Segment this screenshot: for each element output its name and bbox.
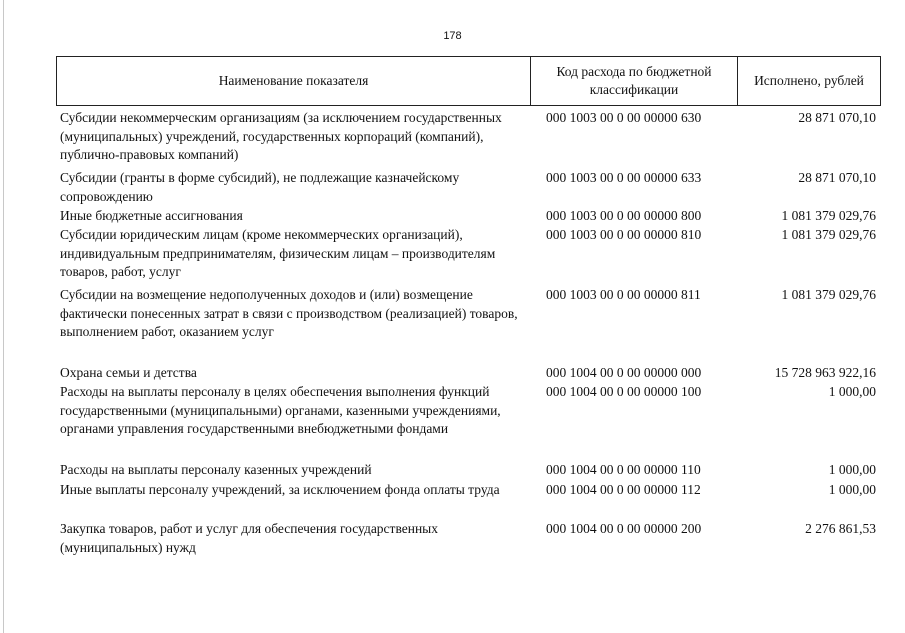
indicator-name: Расходы на выплаты персоналу казенных учреждений [60, 462, 372, 477]
column-header-executed: Исполнено, рублей [754, 73, 864, 88]
budget-code: 000 1003 00 0 00 00000 810 [546, 227, 702, 242]
budget-code: 000 1004 00 0 00 00000 200 [546, 521, 702, 536]
page-number: 178 [443, 30, 462, 42]
executed-amount: 28 871 070,10 [798, 170, 876, 185]
indicator-name: Субсидии некоммерческим организациям (за исключением государственных (муниципальных) учреждений, государственных корпораций (компаний), публично-правовых компаний) [60, 110, 502, 162]
budget-code: 000 1003 00 0 00 00000 800 [546, 208, 702, 223]
executed-amount: 28 871 070,10 [798, 110, 876, 125]
executed-amount: 1 081 379 029,76 [781, 287, 876, 302]
executed-amount: 1 000,00 [828, 384, 876, 399]
table-header [56, 56, 881, 106]
indicator-name: Иные выплаты персоналу учреждений, за исключением фонда оплаты труда [60, 482, 500, 497]
executed-amount: 15 728 963 922,16 [774, 365, 876, 380]
indicator-name: Закупка товаров, работ и услуг для обеспечения государственных (муниципальных) нужд [60, 521, 439, 555]
column-header-name: Наименование показателя [57, 57, 531, 105]
column-header-code: Код расхода по бюджетной классификации [531, 57, 738, 105]
budget-code: 000 1003 00 0 00 00000 811 [546, 287, 701, 302]
indicator-name: Субсидии (гранты в форме субсидий), не подлежащие казначейскому сопровождению [60, 170, 460, 204]
budget-code: 000 1003 00 0 00 00000 633 [546, 170, 702, 185]
scan-edge-line [3, 0, 4, 633]
indicator-name: Субсидии на возмещение недополученных доходов и (или) возмещение фактически понесенных затрат в связи с производством (реализацией) товаров, выполнением работ, оказанием услуг [60, 287, 518, 339]
budget-code: 000 1004 00 0 00 00000 112 [546, 482, 701, 497]
indicator-name: Расходы на выплаты персоналу в целях обеспечения выполнения функций государственными (муниципальными) органами, казенными учреждениями, органами управления государственными внебюджетными фондами [60, 384, 501, 436]
budget-code: 000 1004 00 0 00 00000 110 [546, 462, 701, 477]
executed-amount: 1 000,00 [828, 462, 876, 477]
executed-amount: 1 000,00 [828, 482, 876, 497]
budget-code: 000 1004 00 0 00 00000 100 [546, 384, 702, 399]
executed-amount: 2 276 861,53 [805, 521, 876, 536]
executed-amount: 1 081 379 029,76 [781, 208, 876, 223]
indicator-name: Субсидии юридическим лицам (кроме некоммерческих организаций), индивидуальным предпринимателям, физическим лицам – производителям товаров, работ, услуг [60, 227, 496, 279]
indicator-name: Охрана семьи и детства [60, 365, 197, 380]
indicator-name: Иные бюджетные ассигнования [60, 208, 243, 223]
budget-code: 000 1004 00 0 00 00000 000 [546, 365, 702, 380]
executed-amount: 1 081 379 029,76 [781, 227, 876, 242]
budget-code: 000 1003 00 0 00 00000 630 [546, 110, 702, 125]
